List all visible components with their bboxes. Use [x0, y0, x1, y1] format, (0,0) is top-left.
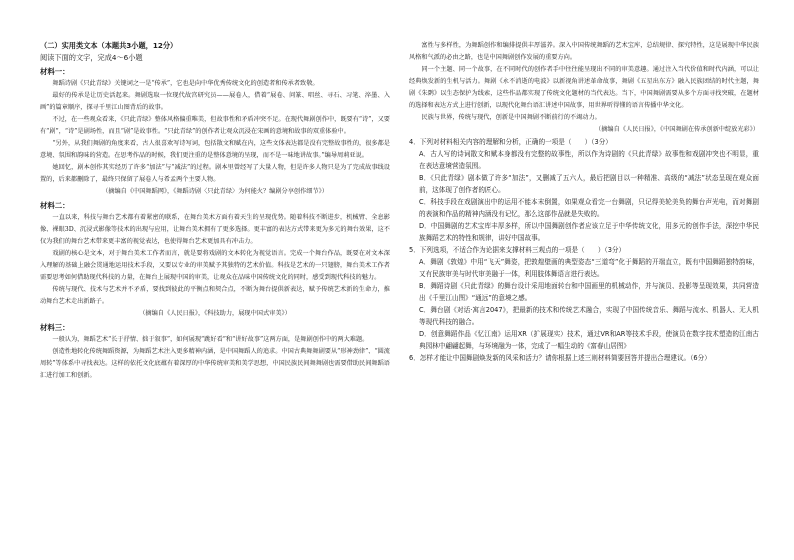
question-5-option-d: D．创意舞蹈作品《忆江南》运用XR（扩展现实）技术，通过VR和AR等技术手段，使演员在数字技术塑造的江南古典园林中翩翩起舞，与环境融为一体，完成了一幅生动的《富春山居图》	[419, 330, 759, 350]
material3-paragraph: 一般认为，舞蹈艺术“长于抒情、拙于叙事”，如何展现“跳好看”和“讲好故事”这两方面，是舞剧创作中的两大难题。	[52, 336, 369, 343]
question-5-stem: 5．下列选项，不适合作为论据来支撑材料三观点的一项是（ ）（3分）	[409, 246, 626, 254]
left-column	[40, 40, 390, 382]
material1-paragraph: “另外，从我们舞剧的角度来看，古人很喜欢写诗写词，包括散文和赋在内，这些文体表达都是没有完整故事性的，很多都是意境、氛围和韵味的营造。在思考作品的时候，我们更注重的是整体意境的呈现，而不是一味地讲故事。”编导周莉亚说。	[40, 140, 390, 159]
material3-continued-paragraph: 同一个主题、同一个故事，在不同时代的创作者手中往往能呈现出不同的审美意趣。通过注入当代价值和时代内涵，可以让经典焕发新的生机与活力。舞剧《永不消逝的电波》以新视角讲述革命故事，舞剧《五星出东方》融入民族团结的时代主题，舞剧《朱鹮》以生态保护为线索，这些作品都实现了传统文化题材的当代表达。当下，中国舞剧需要从多个方面寻找突破，在题材的选择和表达方式上进行创新，以现代化舞台语汇讲述中国故事，用世界听得懂的语言传播中华文化。	[409, 66, 759, 109]
material1-paragraph: 她回忆，剧本创作其实经历了许多“加法”与“减法”的过程。剧本里曾经写了大量人物，但是许多人物只是为了完成故事线设置的，后来都删除了，最终只保留了展卷人与希孟两个主要人物。	[40, 164, 390, 183]
question-4-option-c: C．科技手段在戏剧演出中的运用不能本末倒置，如果观众看完一台舞剧，只记得美轮美奂的舞台声光电，而对舞剧的表演和作品的精神内涵没有记忆，那么这部作品就是失败的。	[419, 198, 759, 218]
question-5-option-a: A．舞剧《敦煌》中用“飞天”舞姿，把敦煌壁画的典型姿态“三道弯”化于舞蹈的开端直立，既有中国舞蹈独特韵味，又有民族审美与时代审美融于一体，利用肢体舞语言进行表达。	[419, 258, 759, 278]
material1-title: 材料一：	[40, 67, 70, 76]
question-5-option-c: C．舞台剧《对话·寓言2047》，把最新的技术和传统艺术融合，实现了中国传统音乐、舞蹈与流水、机器人、无人机等现代科技的融合。	[419, 306, 759, 326]
right-column	[409, 40, 759, 364]
material1-paragraph: 舞蹈诗剧《只此青绿》关键词之一是“传承”，它也是向中华优秀传统文化的创造者和传承者致敬。	[52, 80, 319, 87]
material3-source: （摘编自《人民日报》，《中国舞剧在传承创新中绽放光彩》）	[595, 126, 759, 133]
question-4-option-b: B．《只此青绿》剧本做了许多“加法”，又删减了五六人，最后把剧目以一种精准、高级的“减法”状态呈现在观众面前，这体现了创作者的匠心。	[419, 174, 759, 194]
section-instruction: 阅读下面的文字，完成4～6小题	[40, 53, 143, 62]
question-6-stem: 6．怎样才能让中国舞剧焕发新的风采和活力？请你根据上述三则材料简要回答并提出合理建议。（6分）	[409, 354, 711, 362]
question-4-option-d: D．中国舞剧的艺术宝库丰厚多样，所以中国舞剧创作者应该立足于中华传统文化，用多元的创作手法，深挖中华民族舞蹈艺术的特性和规律，讲好中国故事。	[419, 222, 759, 242]
question-4-option-a: A．古人写的诗词散文和赋本身都没有完整的故事性，所以作为诗剧的《只此青绿》故事性和戏剧冲突也不明显，重在表达意境营造氛围。	[419, 150, 759, 170]
question-5-option-b: B．舞蹈诗剧《只此青绿》的舞台设计采用地面转台和中国画里的机械动作，并与演员、投影等呈现效果，共同营造出《千里江山图》“通远”的意境之感。	[419, 282, 759, 302]
material3-continued-paragraph: 民族与世界，传统与现代，创新是中国舞剧不断前行的不竭动力。	[421, 114, 601, 121]
material2-title: 材料二：	[40, 201, 70, 210]
material1-paragraph: 不过，在一些观众看来，《只此青绿》整体风格偏重唯美，但故事性和矛盾冲突不足。在现代舞剧创作中，既要有“诗”，又要有“剧”，“诗”是剧场性，而且“剧”是故事性。“只此青绿”的创作者让观众沉浸在宋画的意境和故事的双重体验中。	[40, 116, 390, 135]
question-4-stem: 4．下列对材料相关内容的理解和分析，正确的一项是（ ）（3分）	[409, 138, 612, 146]
section-title: （二）实用类文本（本题共3小题，12分）	[40, 41, 178, 50]
material1-source: （摘编自《中国舞蹈网》，《舞蹈诗剧〈只此青绿〉为何能火？编剧分享创作细节》）	[102, 188, 328, 195]
material2-paragraph: 传统与现代、技术与艺术并不矛盾，要找到彼此的平衡点和契合点，不断为舞台提供新表达，赋予传统艺术新的生命力，推动舞台艺术走出新路子。	[40, 286, 390, 305]
material3-continued-paragraph: 富性与多样性，为舞蹈创作和编排提供丰厚滋养。深入中国传统舞蹈的艺术宝库，总结规律、探究特性，这是展现中华民族风格和气派的必由之路，也是中国舞剧创作发展的重要方向。	[409, 42, 759, 61]
material2-source: （摘编自《人民日报》，《科技助力，展现中国式审美》）	[139, 310, 291, 317]
material2-paragraph: 戏剧的核心是文本，对于舞台美术工作者而言，就是要将戏剧的文本转化为视觉语言。完成一个舞台作品，既要在对文本深入理解的基础上融会贯通地运用技术手段，又要以专业的审美赋予其独特的艺术价值。科技是艺术的一只翅膀，舞台美术工作者需要思考如何借助现代科技的力量，在舞台上展现中国的审美，让观众在品味中国传统文化的同时，感受到现代科技的魅力。	[40, 250, 390, 281]
material2-paragraph: 一直以来，科技与舞台艺术都有着紧密的联系，在舞台美术方面有着天生的呈现优势。随着科技不断进步，机械臂、全息影像、裸眼3D、沉浸式影像等技术的出现与应用，让舞台美术拥有了更多选择。更丰富的表达方式带来更为多元的舞台效果，这不仅为我们的舞台艺术带来更丰富的视觉表达，也使得舞台艺术更加具有冲击力。	[40, 214, 390, 245]
material1-paragraph: 最好的传承是让历史活起来。舞剧选取一位现代故宫研究员——展卷人，借着“展卷、问篆、唱丝、寻石、习笔、淬墨、入画”的篇章顺序，探寻千里江山图背后的故事。	[40, 92, 390, 111]
material3-paragraph: 创造性地转化传统舞蹈资源，为舞蹈艺术注入更多精神内涵，是中国舞蹈人的追求。中国古典舞舞剧要从“形神劲律”、“圆流周转”等体系中寻找表达。这样的依托文化底蕴有着深厚的中华传统审美和美学思想，中国民族民间舞舞剧也需要借助民间舞蹈语汇进行加工和创新。	[40, 348, 390, 379]
material3-title: 材料三：	[40, 323, 70, 332]
